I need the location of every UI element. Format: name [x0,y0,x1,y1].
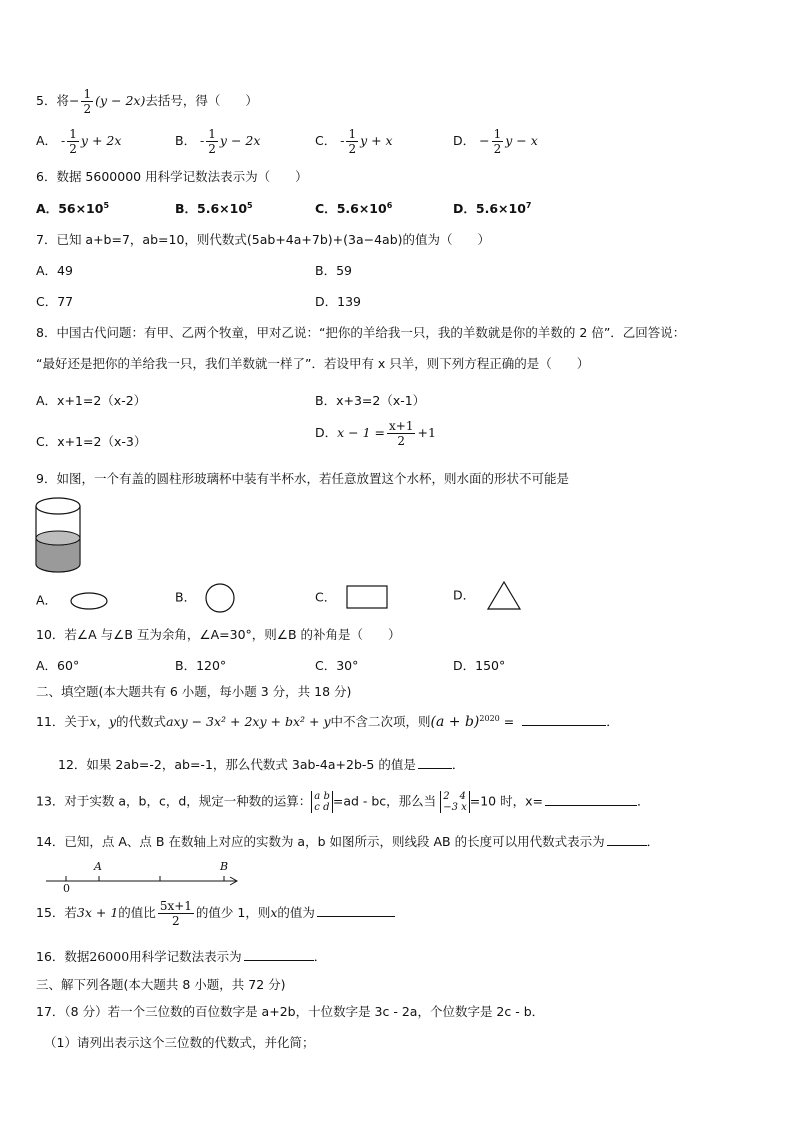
q6-option-d[interactable]: D．$5.6\times 10^7$ [453,200,532,216]
q7-option-c[interactable]: C．77 [36,294,74,309]
q12-answer-blank[interactable] [418,756,452,769]
question-5-stem: 5．将− $\frac{1}{2}$ (y − 2x)去括号，得（ ） [36,87,258,116]
q9-option-d[interactable]: D． [453,580,523,612]
q5-prefix: 将 [56,93,69,108]
q10-option-a[interactable]: A．60° [36,658,80,673]
q13-answer-blank[interactable] [545,793,637,806]
glass-cup-figure [34,494,82,576]
rectangle-icon [346,585,390,611]
section-2-heading: 二、填空题(本大题共有 6 小题，每小题 3 分，共 18 分) [36,684,352,699]
question-13: 13．对于实数 a，b，c，d，规定一种数的运算： a b c d =ad - bc，那么当 2 4 −3 x =10 时，x= ． [36,791,650,813]
q8-option-c[interactable]: C．x+1=2（x-3） [36,434,147,449]
point-a-label: A [94,860,102,873]
q5-option-b[interactable]: B． - $\frac{1}{2}$ y − 2x [175,127,261,156]
axis-origin-label: 0 [63,882,70,895]
q14-answer-blank[interactable] [607,833,647,846]
q6-option-a[interactable]: A．$56\times 10^5$ [36,200,110,216]
question-6-stem: 6．数据 5600000 用科学记数法表示为（ ） [36,169,308,184]
number-line-figure [44,860,244,896]
question-7-stem: 7．已知 a+b=7，ab=10，则代数式(5ab+4a+7b)+(3a−4ab)的值为（ ） [36,232,491,247]
q11-answer-blank[interactable] [522,713,606,726]
q9-option-a[interactable]: A． [36,590,109,612]
question-11: 11．关于x，y的代数式axy − 3x² + 2xy + bx² + y中不含二次项，则$(a + b)^{2020}$ = ． [36,713,619,730]
number-line-axis [44,860,244,896]
q5-suffix: 去括号，得（ ） [145,93,258,108]
question-12: 12．如果 2ab=-2，ab=-1，那么代数式 3ab-4a+2b-5 的值是 ． [58,757,465,772]
q5-option-d[interactable]: D． − $\frac{1}{2}$ y − x [453,127,538,156]
triangle-icon [487,580,523,612]
q10-option-c[interactable]: C．30° [315,658,359,673]
question-16: 16．数据26000用科学记数法表示为 ． [36,949,327,964]
question-8-line-1: 8．中国古代问题：有甲、乙两个牧童，甲对乙说：“把你的羊给我一只，我的羊数就是你的羊数的 2 倍”．乙回答说： [36,325,686,340]
circle-icon [204,582,238,614]
q9-option-b[interactable]: B． [175,582,238,614]
section-3-heading: 三、解下列各题(本大题共 8 小题，共 72 分) [36,977,286,992]
q6-option-b[interactable]: B．$5.6\times 10^5$ [175,200,253,216]
question-10-stem: 10．若∠A 与∠B 互为余角，∠A=30°，则∠B 的补角是（ ） [36,627,401,642]
question-14: 14．已知，点 A、点 B 在数轴上对应的实数为 a，b 如图所示，则线段 AB 的长度可以用代数式表示为 ． [36,834,660,849]
q5-number: 5． [36,93,57,108]
q8-option-d[interactable]: D．x − 1 = $\frac{x+1}{2}$ +1 [315,419,436,448]
q10-option-d[interactable]: D．150° [453,658,506,673]
q5-fraction: $\frac{1}{2}$ [83,87,92,116]
q7-option-a[interactable]: A．49 [36,263,73,278]
q5-option-c[interactable]: C． - $\frac{1}{2}$ y + x [315,127,393,156]
q10-option-b[interactable]: B．120° [175,658,227,673]
q15-answer-blank[interactable] [317,904,395,917]
q8-option-b[interactable]: B．x+3=2（x-1） [315,393,426,408]
q8-option-a[interactable]: A．x+1=2（x-2） [36,393,147,408]
question-8-line-2: “最好还是把你的羊给我一只，我们羊数就一样了”．若设甲有 x 只羊，则下列方程正确的是（ ） [36,356,590,371]
determinant-abcd: a b c d [311,791,333,813]
q7-option-d[interactable]: D．139 [315,294,361,309]
q9-option-c[interactable]: C． [315,585,390,611]
question-17-part-1: （1）请列出表示这个三位数的代数式，并化简； [44,1035,315,1050]
q6-option-c[interactable]: C．$5.6\times 10^6$ [315,200,393,216]
determinant-values: 2 4 −3 x [440,791,470,813]
ellipse-icon [69,590,109,612]
point-b-label: B [220,860,229,873]
question-9-stem: 9．如图，一个有盖的圆柱形玻璃杯中装有半杯水，若任意放置这个水杯，则水面的形状不可能是 [36,471,569,486]
q16-answer-blank[interactable] [244,948,314,961]
q7-option-b[interactable]: B．59 [315,263,352,278]
question-17-stem: 17．（8 分）若一个三位数的百位数字是 a+2b，十位数字是 3c - 2a，个位数字是 2c - b． [36,1004,545,1019]
question-15: 15．若3x + 1的值比 $\frac{5x+1}{2}$ 的值少 1，则x的值为 [36,900,395,927]
q5-option-a[interactable]: A． - $\frac{1}{2}$ y + 2x [36,127,122,156]
q5-expression: (y − 2x) [95,93,146,108]
